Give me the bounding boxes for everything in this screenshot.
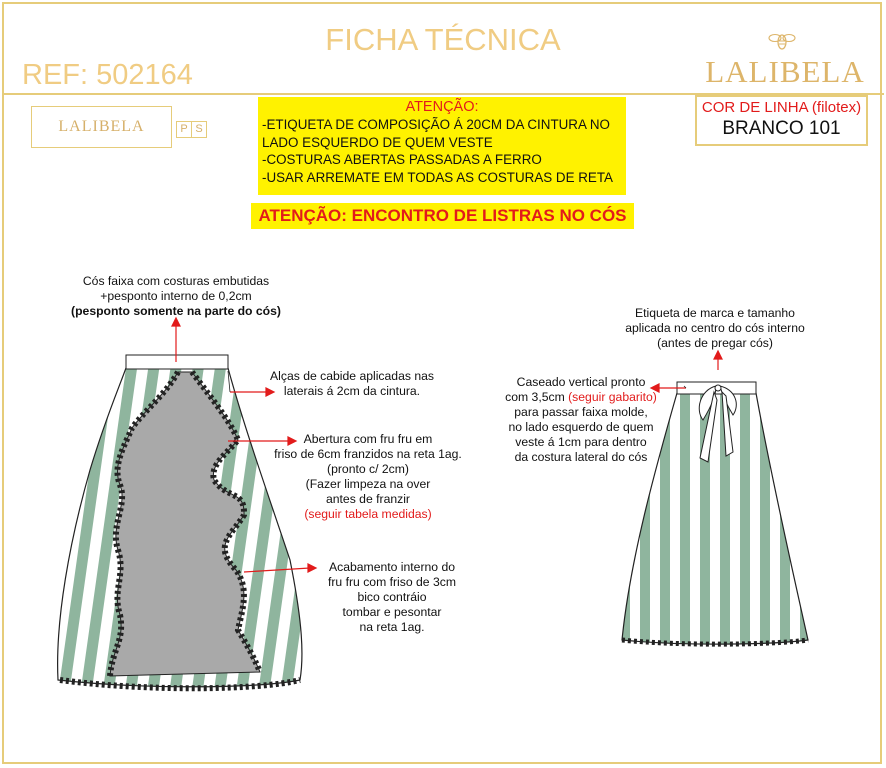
note-line: (pesponto somente na parte do cós): [71, 304, 281, 318]
size-tag-p: P: [180, 123, 188, 135]
note-line: na reta 1ag.: [359, 620, 425, 634]
stripe-warning: ATENÇÃO: ENCONTRO DE LISTRAS NO CÓS: [251, 203, 634, 229]
sheet-title: FICHA TÉCNICA: [325, 22, 561, 57]
note-line: veste á 1cm para dentro: [515, 435, 647, 449]
note-line: laterais á 2cm da cintura.: [283, 384, 421, 398]
note-line: tombar e pesontar: [342, 605, 442, 619]
note-line: (seguir tabela medidas): [304, 507, 432, 521]
note-inner-finish: [312, 560, 472, 635]
note-line: Caseado vertical pronto: [516, 375, 646, 389]
brand-label-tag: LALIBELA: [31, 106, 172, 148]
note-brand-label: [610, 306, 820, 351]
note-line: Cós faixa com costuras embutidas: [82, 274, 270, 288]
note-line: [498, 390, 664, 405]
note-line: fru fru com friso de 3cm: [327, 575, 456, 589]
attention-line: LADO ESQUERDO DE QUEM VESTE: [262, 134, 493, 150]
note-text-red: (seguir gabarito): [568, 390, 657, 404]
note-line: aplicada no centro do cós interno: [625, 321, 805, 335]
note-line: Acabamento interno do: [328, 560, 456, 574]
note-line: bico contráio: [357, 590, 427, 604]
note-line: Abertura com fru fru em: [303, 432, 433, 446]
note-opening-ruffle: [268, 432, 468, 522]
note-line: da costura lateral do cós: [514, 450, 648, 464]
attention-heading: ATENÇÃO:: [405, 99, 479, 115]
note-line: para passar faixa molde,: [514, 405, 648, 419]
front-skirt-drawing: [40, 355, 320, 700]
note-line: +pesponto interno de 0,2cm: [100, 289, 252, 303]
attention-line: -ETIQUETA DE COMPOSIÇÃO Á 20CM DA CINTURA NO: [262, 117, 610, 132]
note-hanger-loops: [262, 369, 442, 399]
brand-logo: LALIBELA: [705, 54, 865, 89]
reference-code: REF: 502164: [22, 59, 193, 91]
note-text: com 3,5cm: [505, 390, 569, 404]
note-line: Etiqueta de marca e tamanho: [635, 306, 795, 320]
note-buttonhole: [498, 375, 664, 465]
note-line: no lado esquerdo de quem: [508, 420, 654, 434]
note-line: (Fazer limpeza na over: [305, 477, 431, 491]
attention-line: -COSTURAS ABERTAS PASSADAS A FERRO: [262, 152, 542, 167]
note-line: Alças de cabide aplicadas nas: [270, 369, 434, 383]
note-line: (pronto c/ 2cm): [327, 462, 409, 476]
note-waistband: [70, 274, 282, 319]
note-line: friso de 6cm franzidos na reta 1ag.: [274, 447, 462, 461]
note-line: antes de franzir: [325, 492, 410, 506]
note-line: (antes de pregar cós): [657, 336, 773, 350]
attention-line: -USAR ARREMATE EM TODAS AS COSTURAS DE RETA: [262, 169, 613, 185]
thread-color-value: BRANCO 101: [722, 118, 841, 139]
size-tag-s: S: [191, 122, 206, 137]
thread-color-label: COR DE LINHA (filotex): [701, 99, 862, 116]
